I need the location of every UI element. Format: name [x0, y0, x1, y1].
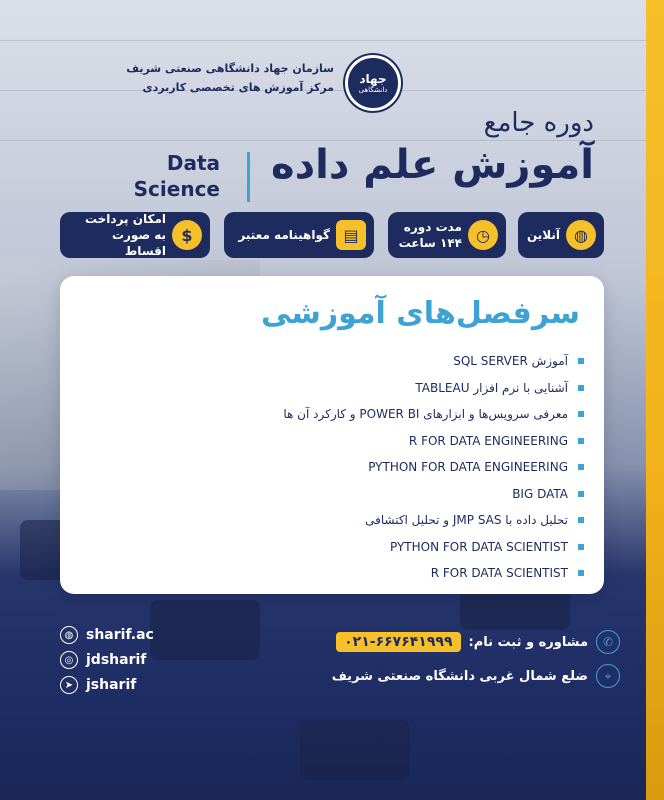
globe-icon: ◍	[566, 220, 596, 250]
bullet-icon	[578, 438, 584, 444]
phone-icon: ✆	[596, 630, 620, 654]
globe-icon: ◍	[60, 626, 78, 644]
certificate-icon: ▤	[336, 220, 366, 250]
org-line-1: سازمان جهاد دانشگاهی صنعتی شریف	[126, 62, 334, 75]
telegram-link[interactable]: ➤ jsharif	[60, 674, 154, 696]
feature-online: آنلاین ◍	[518, 212, 604, 258]
telegram-icon: ➤	[60, 676, 78, 694]
syllabus-list	[84, 348, 584, 587]
bullet-icon	[578, 491, 584, 497]
accent-bar	[646, 0, 664, 800]
feature-certificate: گواهینامه معتبر ▤	[224, 212, 374, 258]
bullet-icon	[578, 411, 584, 417]
feature-duration: مدت دوره ۱۴۴ ساعت ◷	[388, 212, 506, 258]
list-item: BIG DATA	[84, 481, 584, 508]
jahad-logo: جهاد دانشگاهی	[345, 55, 401, 111]
list-item: R FOR DATA ENGINEERING	[84, 428, 584, 455]
instagram-icon: ◎	[60, 651, 78, 669]
bullet-icon	[578, 358, 584, 364]
course-title: آموزش علم داده	[270, 142, 594, 188]
ceiling-line	[0, 40, 664, 41]
list-item: PYTHON FOR DATA SCIENTIST	[84, 534, 584, 561]
list-item: PYTHON FOR DATA ENGINEERING	[84, 454, 584, 481]
list-item: معرفی سرویس‌ها و ابزارهای POWER BI و کارکرد آن ها	[84, 401, 584, 428]
syllabus-title: سرفصل‌های آموزشی	[261, 296, 580, 331]
chair	[300, 720, 410, 780]
bullet-icon	[578, 517, 584, 523]
bullet-icon	[578, 544, 584, 550]
social-links	[60, 624, 154, 699]
list-item: R FOR DATA SCIENTIST	[84, 560, 584, 587]
chair	[150, 600, 260, 660]
list-item: آموزش SQL SERVER	[84, 348, 584, 375]
bullet-icon	[578, 464, 584, 470]
address-row	[332, 664, 620, 688]
contact-info	[332, 630, 620, 698]
org-line-2: مرکز آموزش های تخصصی کاربردی	[142, 81, 334, 94]
ceiling-line	[0, 140, 664, 141]
website-link[interactable]: ◍ sharif.ac	[60, 624, 154, 646]
bullet-icon	[578, 385, 584, 391]
english-title: Data Science	[133, 151, 220, 201]
course-subtitle: دوره جامع	[483, 108, 594, 138]
location-pin-icon: ⌖	[596, 664, 620, 688]
syllabus-card	[60, 276, 604, 594]
list-item: تحلیل داده با JMP SAS و تحلیل اکتشافی	[84, 507, 584, 534]
list-item: آشنایی با نرم افزار TABLEAU	[84, 375, 584, 402]
address: ضلع شمال غربی دانشگاه صنعتی شریف	[331, 668, 588, 684]
phone-row	[332, 630, 620, 654]
dollar-icon: $	[172, 220, 202, 250]
instagram-link[interactable]: ◎ jdsharif	[60, 649, 154, 671]
contact-label: مشاوره و ثبت نام:	[468, 634, 588, 650]
title-divider	[247, 152, 250, 202]
phone-number[interactable]: ۰۲۱-۶۶۷۶۴۱۹۹۹	[336, 632, 460, 652]
organization-name	[126, 62, 334, 94]
feature-installments: امکان پرداخت به صورت اقساط $	[60, 212, 210, 258]
bullet-icon	[578, 570, 584, 576]
clock-icon: ◷	[468, 220, 498, 250]
